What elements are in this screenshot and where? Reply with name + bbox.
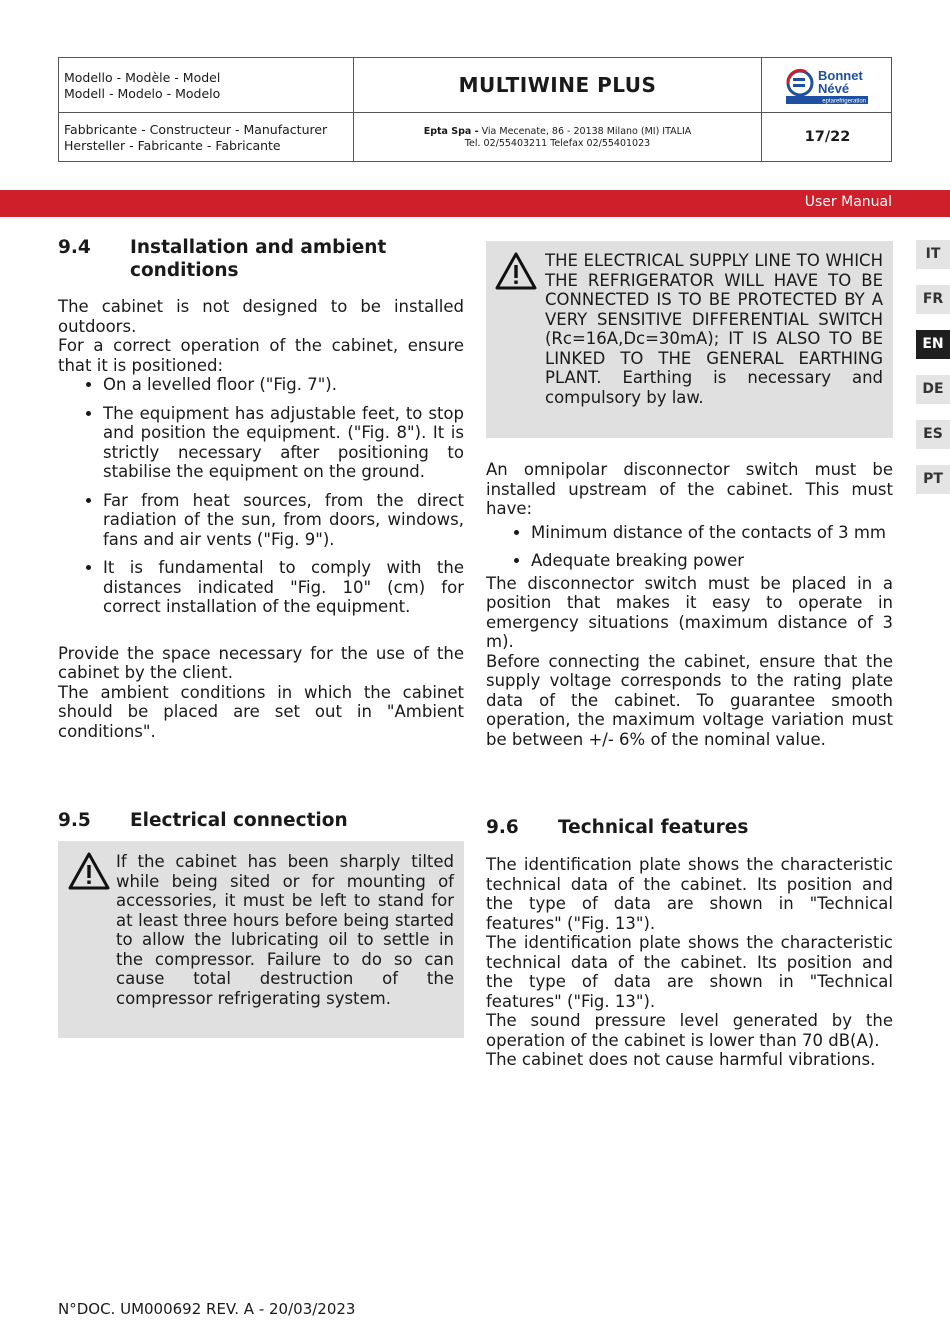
document-footer: N°DOC. UM000692 REV. A - 20/03/2023 <box>58 1300 356 1318</box>
list-item: • Far from heat sources, from the direct radiation of the sun, from doors, windows, fans and air vents ("Fig. 9"). <box>103 491 464 550</box>
list-item: • Minimum distance of the contacts of 3 mm <box>531 523 893 543</box>
brand-line2: Névé <box>818 81 850 96</box>
tab-lang-it[interactable]: IT <box>916 240 950 269</box>
model-label: Modello - Modèle - Model Modell - Modelo - Modelo <box>64 70 221 101</box>
brand-sub: eptarefrigeration <box>822 98 866 105</box>
list-item: • Adequate breaking power <box>531 551 893 571</box>
manufacturer-label: Fabbricante - Constructeur - Manufacturer Hersteller - Fabricante - Fabricante <box>64 122 328 153</box>
section-heading: 9.4 Installation and ambient conditions <box>58 237 387 281</box>
warning-triangle-icon <box>67 851 111 891</box>
paragraph: Provide the space necessary for the use of the cabinet by the client. <box>58 643 464 682</box>
warning-text: THE ELECTRICAL SUPPLY LINE TO WHICH THE REFRIGERATOR WILL HAVE TO BE CONNECTED IS TO BE PROTECTED BY A VERY SENSITIVE DIFFERENTIAL SWITCH (Rc=16A,Dc=30mA); IT IS ALSO TO BE LINKED TO THE GENERAL EARTHING PLANT. Earthing is necessary and compulsory by law. <box>545 251 883 407</box>
list-item: • On a levelled floor ("Fig. 7"). <box>103 375 464 395</box>
tab-lang-pt[interactable]: PT <box>916 465 950 494</box>
paragraph: The cabinet does not cause harmful vibrations. <box>486 1050 876 1069</box>
warning-box-tilt <box>58 841 464 1038</box>
paragraph: The sound pressure level generated by the operation of the cabinet is lower than 70 dB(A). <box>486 1011 893 1050</box>
warning-box-electrical <box>486 241 893 438</box>
list-item: • It is fundamental to comply with the distances indicated "Fig. 10" (cm) for correct installation of the equipment. <box>103 558 464 617</box>
section-9-4 <box>58 236 464 741</box>
disconnector-section <box>486 460 893 749</box>
page-number: 17/22 <box>804 129 851 145</box>
tab-lang-fr[interactable]: FR <box>916 285 950 314</box>
tab-lang-de[interactable]: DE <box>916 375 950 404</box>
paragraph: The ambient conditions in which the cabinet should be placed are set out in "Ambient conditions". <box>58 682 464 741</box>
banner-label: User Manual <box>804 194 892 210</box>
section-heading: 9.5 Electrical connection <box>58 810 348 831</box>
bullet-list <box>58 375 464 617</box>
paragraph: An omnipolar disconnector switch must be installed upstream of the cabinet. This must have: <box>486 460 893 518</box>
document-title: MULTIWINE PLUS <box>458 73 657 97</box>
tab-lang-es[interactable]: ES <box>916 420 950 449</box>
warning-triangle-icon <box>494 251 538 291</box>
paragraph: The identification plate shows the characteristic technical data of the cabinet. Its position and the type of data are shown in "Technical features" ("Fig. 13"). <box>486 855 893 933</box>
manufacturer-address: Epta Spa - Via Mecenate, 86 - 20138 Milano (MI) ITALIA Tel. 02/55403211 Telefax 02/55401023 <box>423 126 692 149</box>
tab-lang-en[interactable]: EN <box>916 330 950 359</box>
paragraph: Before connecting the cabinet, ensure that the supply voltage corresponds to the rating plate data of the cabinet. To guarantee smooth operation, the maximum voltage variation must be between +/- 6% of the nominal value. <box>486 651 893 749</box>
paragraph: The cabinet is not designed to be installed outdoors. <box>58 297 464 336</box>
list-item: • The equipment has adjustable feet, to stop and position the equipment. ("Fig. 8"). It is strictly necessary after positioning to stabilise the equipment on the ground. <box>103 404 464 482</box>
section-9-6 <box>486 816 893 1070</box>
bullet-list <box>486 523 893 571</box>
section-heading: 9.6 Technical features <box>486 817 749 838</box>
document-header <box>58 57 892 162</box>
section-9-5 <box>58 809 464 832</box>
paragraph: The identification plate shows the characteristic technical data of the cabinet. Its position and the type of data are shown in "Technical features" ("Fig. 13"). <box>486 933 893 1011</box>
paragraph: For a correct operation of the cabinet, ensure that it is positioned: <box>58 336 464 375</box>
bonnet-neve-logo-icon <box>762 58 893 112</box>
paragraph: The disconnector switch must be placed in a position that makes it easy to operate in emergency situations (maximum distance of 3 m). <box>486 573 893 651</box>
brand-logo <box>762 58 893 112</box>
brand-line1: Bonnet <box>818 68 863 83</box>
warning-text: If the cabinet has been sharply tilted while being sited or for mounting of accessories, it must be left to stand for at least three hours before being started to allow the lubricating oil to settle in the compressor. Failure to do so can cause total destruction of the compressor refrigerating system. <box>116 852 454 1008</box>
